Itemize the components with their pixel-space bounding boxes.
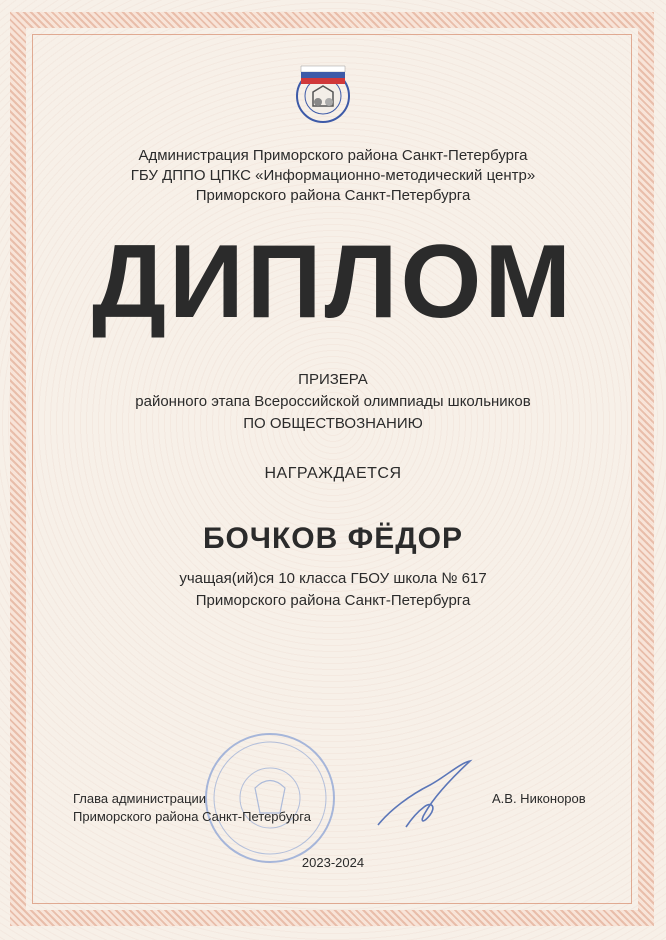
award-line-1: ПРИЗЕРА	[298, 371, 368, 388]
signatory-name: А.В. Никоноров	[492, 791, 586, 806]
signatory-position-line-2: Приморского района Санкт-Петербурга	[73, 809, 311, 824]
award-line-2: районного этапа Всероссийской олимпиады школьников	[135, 393, 531, 410]
awarded-label: НАГРАЖДАЕТСЯ	[264, 465, 402, 482]
header-line-3: Приморского района Санкт-Петербурга	[195, 187, 471, 204]
handwritten-signature	[370, 755, 480, 835]
recipient-name: БОЧКОВ ФЁДОР	[202, 522, 463, 555]
signatory-position	[73, 790, 311, 826]
diploma-title: ДИПЛОМ	[91, 224, 575, 340]
award-line-3: ПО ОБЩЕСТВОЗНАНИЮ	[243, 415, 423, 432]
signatory-position-line-1: Глава администрации	[73, 791, 207, 806]
header-line-2: ГБУ ДППО ЦПКС «Информационно-методический центр»	[130, 167, 536, 184]
recipient-school-line-1: учащая(ий)ся 10 класса ГБОУ школа № 617	[179, 570, 487, 587]
academic-year: 2023-2024	[301, 855, 365, 870]
header-line-1: Администрация Приморского района Санкт-Петербурга	[138, 147, 528, 164]
olympiad-emblem-icon	[291, 58, 355, 128]
recipient-school-line-2: Приморского района Санкт-Петербурга	[195, 592, 471, 609]
